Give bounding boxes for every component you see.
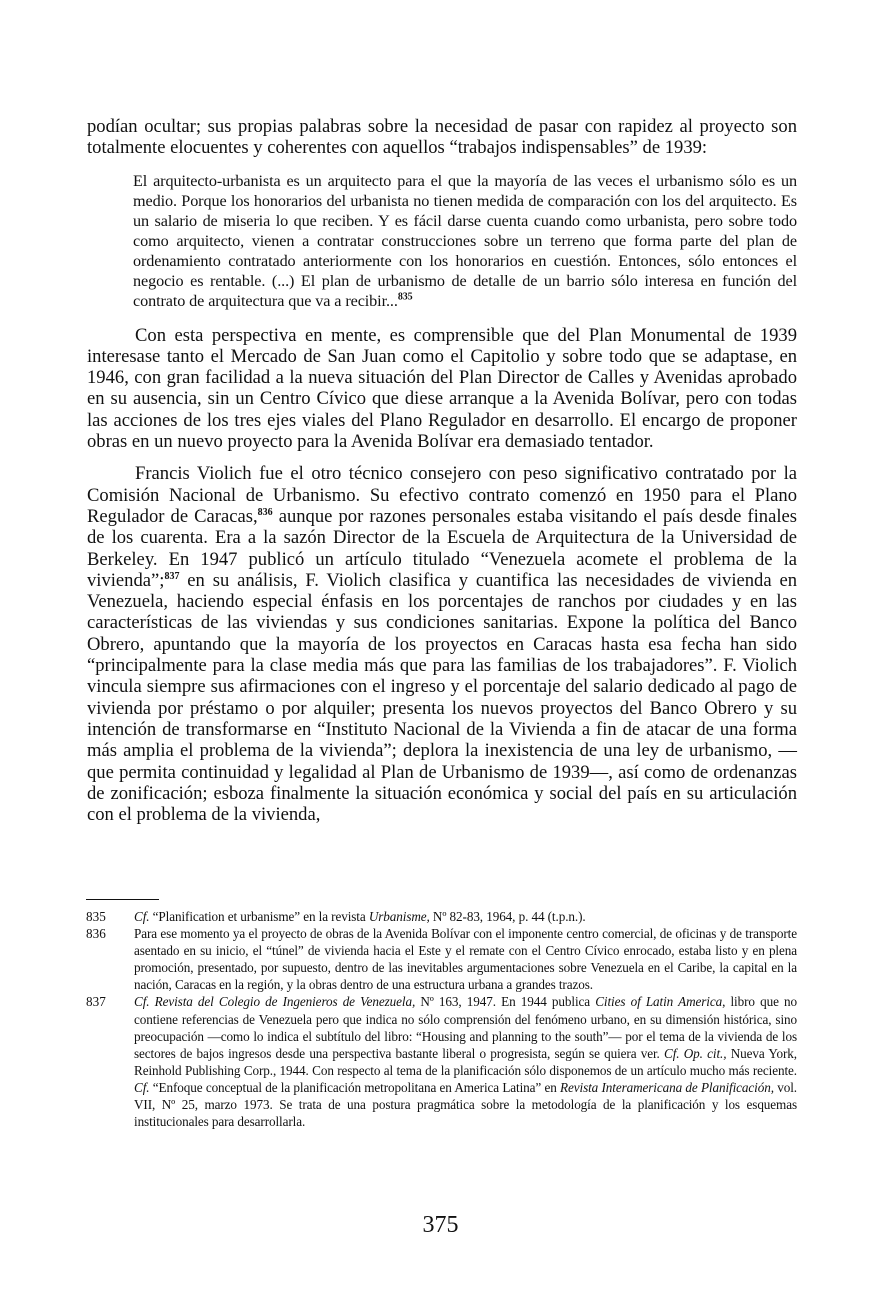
footnote-text: Para ese momento ya el proyecto de obras de la Avenida Bolívar con el imponente centro comercial, de oficinas y de transporte asentado en su inicio, el “túnel” de vivienda hacia el Este y el remate con el Centro Cívico enrocado, estaba listo y en plena promoción, presentado, por supuesto, dentro de las inevitables argumentaciones sobre Venezuela en el Caribe, la capital en la nación, Caracas en la región, y la obras dentro de una estructura urbana a grandes trazos.	[134, 926, 797, 993]
cf-abbrev: Cf.	[134, 1079, 150, 1095]
journal-title: Revista Interamericana de Planificación,	[560, 1079, 774, 1095]
footnote-text	[134, 993, 797, 1130]
footnote-835	[86, 908, 797, 925]
footnote-text-segment: “Enfoque conceptual de la planificación metropolitana en America Latina” en	[149, 1079, 561, 1095]
paragraph-3-part-2: aunque por razones personales estaba visitando el país desde finales de los cuarenta. Era a la sazón Director de la Escuela de Arquitectura de la Universidad de Berkeley. En 1947 publicó un artículo titulado “Venezuela acomete el problema de la vivienda”;	[87, 505, 797, 591]
opening-paragraph: podían ocultar; sus propias palabras sobre la necesidad de pasar con rapidez al proyecto son totalmente elocuentes y coherentes con aquellos “trabajos indispensables” de 1939:	[87, 116, 797, 159]
footnote-ref-837[interactable]: 837	[164, 570, 180, 582]
journal-title: Cf. Revista del Colegio de Ingenieros de Venezuela,	[134, 994, 416, 1010]
page-number: 375	[422, 1212, 459, 1238]
footnotes	[86, 908, 797, 1130]
paragraph-2: Con esta perspectiva en mente, es comprensible que del Plan Monumental de 1939 interesase tanto el Mercado de San Juan como el Capitolio y sobre todo que se adaptase, en 1946, con gran facilidad a la nueva situación del Plan Director de Calles y Avenidas aprobado en su ausencia, sin un Centro Cívico que diese arranque a la Avenida Bolívar, pero con todas las acciones de los tres ejes viales del Plano Regulador en desarrollo. El encargo de proponer obras en un nuevo proyecto para la Avenida Bolívar era demasiado tentador.	[87, 324, 797, 453]
book-title: Cities of Latin America	[595, 994, 723, 1010]
footnote-text-segment: Nº 82-83, 1964, p. 44 (t.p.n.).	[429, 909, 586, 924]
footnote-separator	[86, 899, 159, 900]
footnote-836	[86, 925, 797, 993]
journal-title: Urbanisme,	[368, 909, 430, 924]
footnote-text-segment: “Planification et urbanisme” en la revista	[149, 909, 369, 924]
cf-abbrev: Cf.	[134, 909, 150, 924]
footnote-text-segment: Nº 163, 1947. En 1944 publica	[415, 994, 596, 1010]
page-body	[87, 116, 797, 825]
footnote-text-segment: vol. VII, Nº 25, marzo 1973. Se trata de una postura pragmática sobre la metodología de la planificación y los esquemas institucionales para desarrollarla.	[134, 1079, 797, 1130]
block-quote	[133, 171, 797, 311]
paragraph-3	[87, 463, 797, 825]
block-quote-text: El arquitecto-urbanista es un arquitecto para el que la mayoría de las veces el urbanismo sólo es un medio. Porque los honorarios del urbanista no tienen medida de comparación con los del arquitecto. Es un salario de miseria lo que reciben. Y es fácil darse cuenta cuando como urbanista, pero sobre todo como arquitecto, vienen a contratar construcciones sobre un terreno que forma parte del plan de ordenamiento contratado anteriormente con los honorarios en cuestión. Entonces, sólo entonces el negocio es rentable. (...) El plan de urbanismo de detalle de un barrio sólo interesa en función del contrato de arquitectura que va a recibir...	[133, 171, 797, 310]
footnote-837	[86, 993, 797, 1130]
footnote-number: 837	[86, 994, 106, 1010]
footnote-text-segment: Nueva York, Reinhold Publishing Corp., 1944. Con respecto al tema de la planificación sólo disponemos de un artículo mucho más reciente.	[134, 1045, 797, 1078]
footnote-number: 836	[86, 926, 106, 942]
footnote-text-segment: , libro que no contiene referencias de Venezuela pero que indica no sólo comprensión del fenómeno urbano, en su dimensión histórica, sino preocupación —como lo indica el subtítulo del libro: “Housing and planning to the south”— por el tema de la vivienda de los sectores de bajos ingresos desde una perspectiva bastante liberal o progresista, según se quiera ver.	[134, 994, 797, 1061]
footnote-ref-835[interactable]: 835	[397, 291, 413, 303]
paragraph-3-part-1: Francis Violich fue el otro técnico consejero con peso significativo contratado por la Comisión Nacional de Urbanismo. Su efectivo contrato comenzó en 1950 para el Plano Regulador de Caracas,	[87, 463, 797, 527]
paragraph-3-part-3: en su análisis, F. Violich clasifica y cuantifica las necesidades de vivienda en Venezuela, haciendo especial énfasis en los porcentajes de ranchos por ciudades y en las características de las viviendas y sus condiciones sanitarias. Expone la política del Banco Obrero, apuntando que la mayoría de los proyectos en Caracas hasta esa fecha han sido “principalmente para la clase media más que para las familias de los trabajadores”. F. Violich vincula siempre sus afirmaciones con el ingreso y el porcentaje del salario dedicado al pago de vivienda por préstamo o por alquiler; presenta los nuevos proyectos del Banco Obrero y su intención de transformarse en “Instituto Nacional de la Vivienda a fin de atacar de una forma más amplia el problema de la vivienda”; deplora la inexistencia de una ley de urbanismo, —que permita continuidad y legalidad al Plan de Urbanismo de 1939—, así como de ordenanzas de zonificación; esboza finalmente la situación económica y social del país en su articulación con el problema de la vivienda,	[87, 569, 797, 826]
footnote-text	[134, 908, 797, 925]
footnote-number: 835	[86, 909, 106, 924]
footnote-ref-836[interactable]: 836	[257, 506, 273, 518]
op-cit: Cf. Op. cit.,	[664, 1045, 727, 1061]
